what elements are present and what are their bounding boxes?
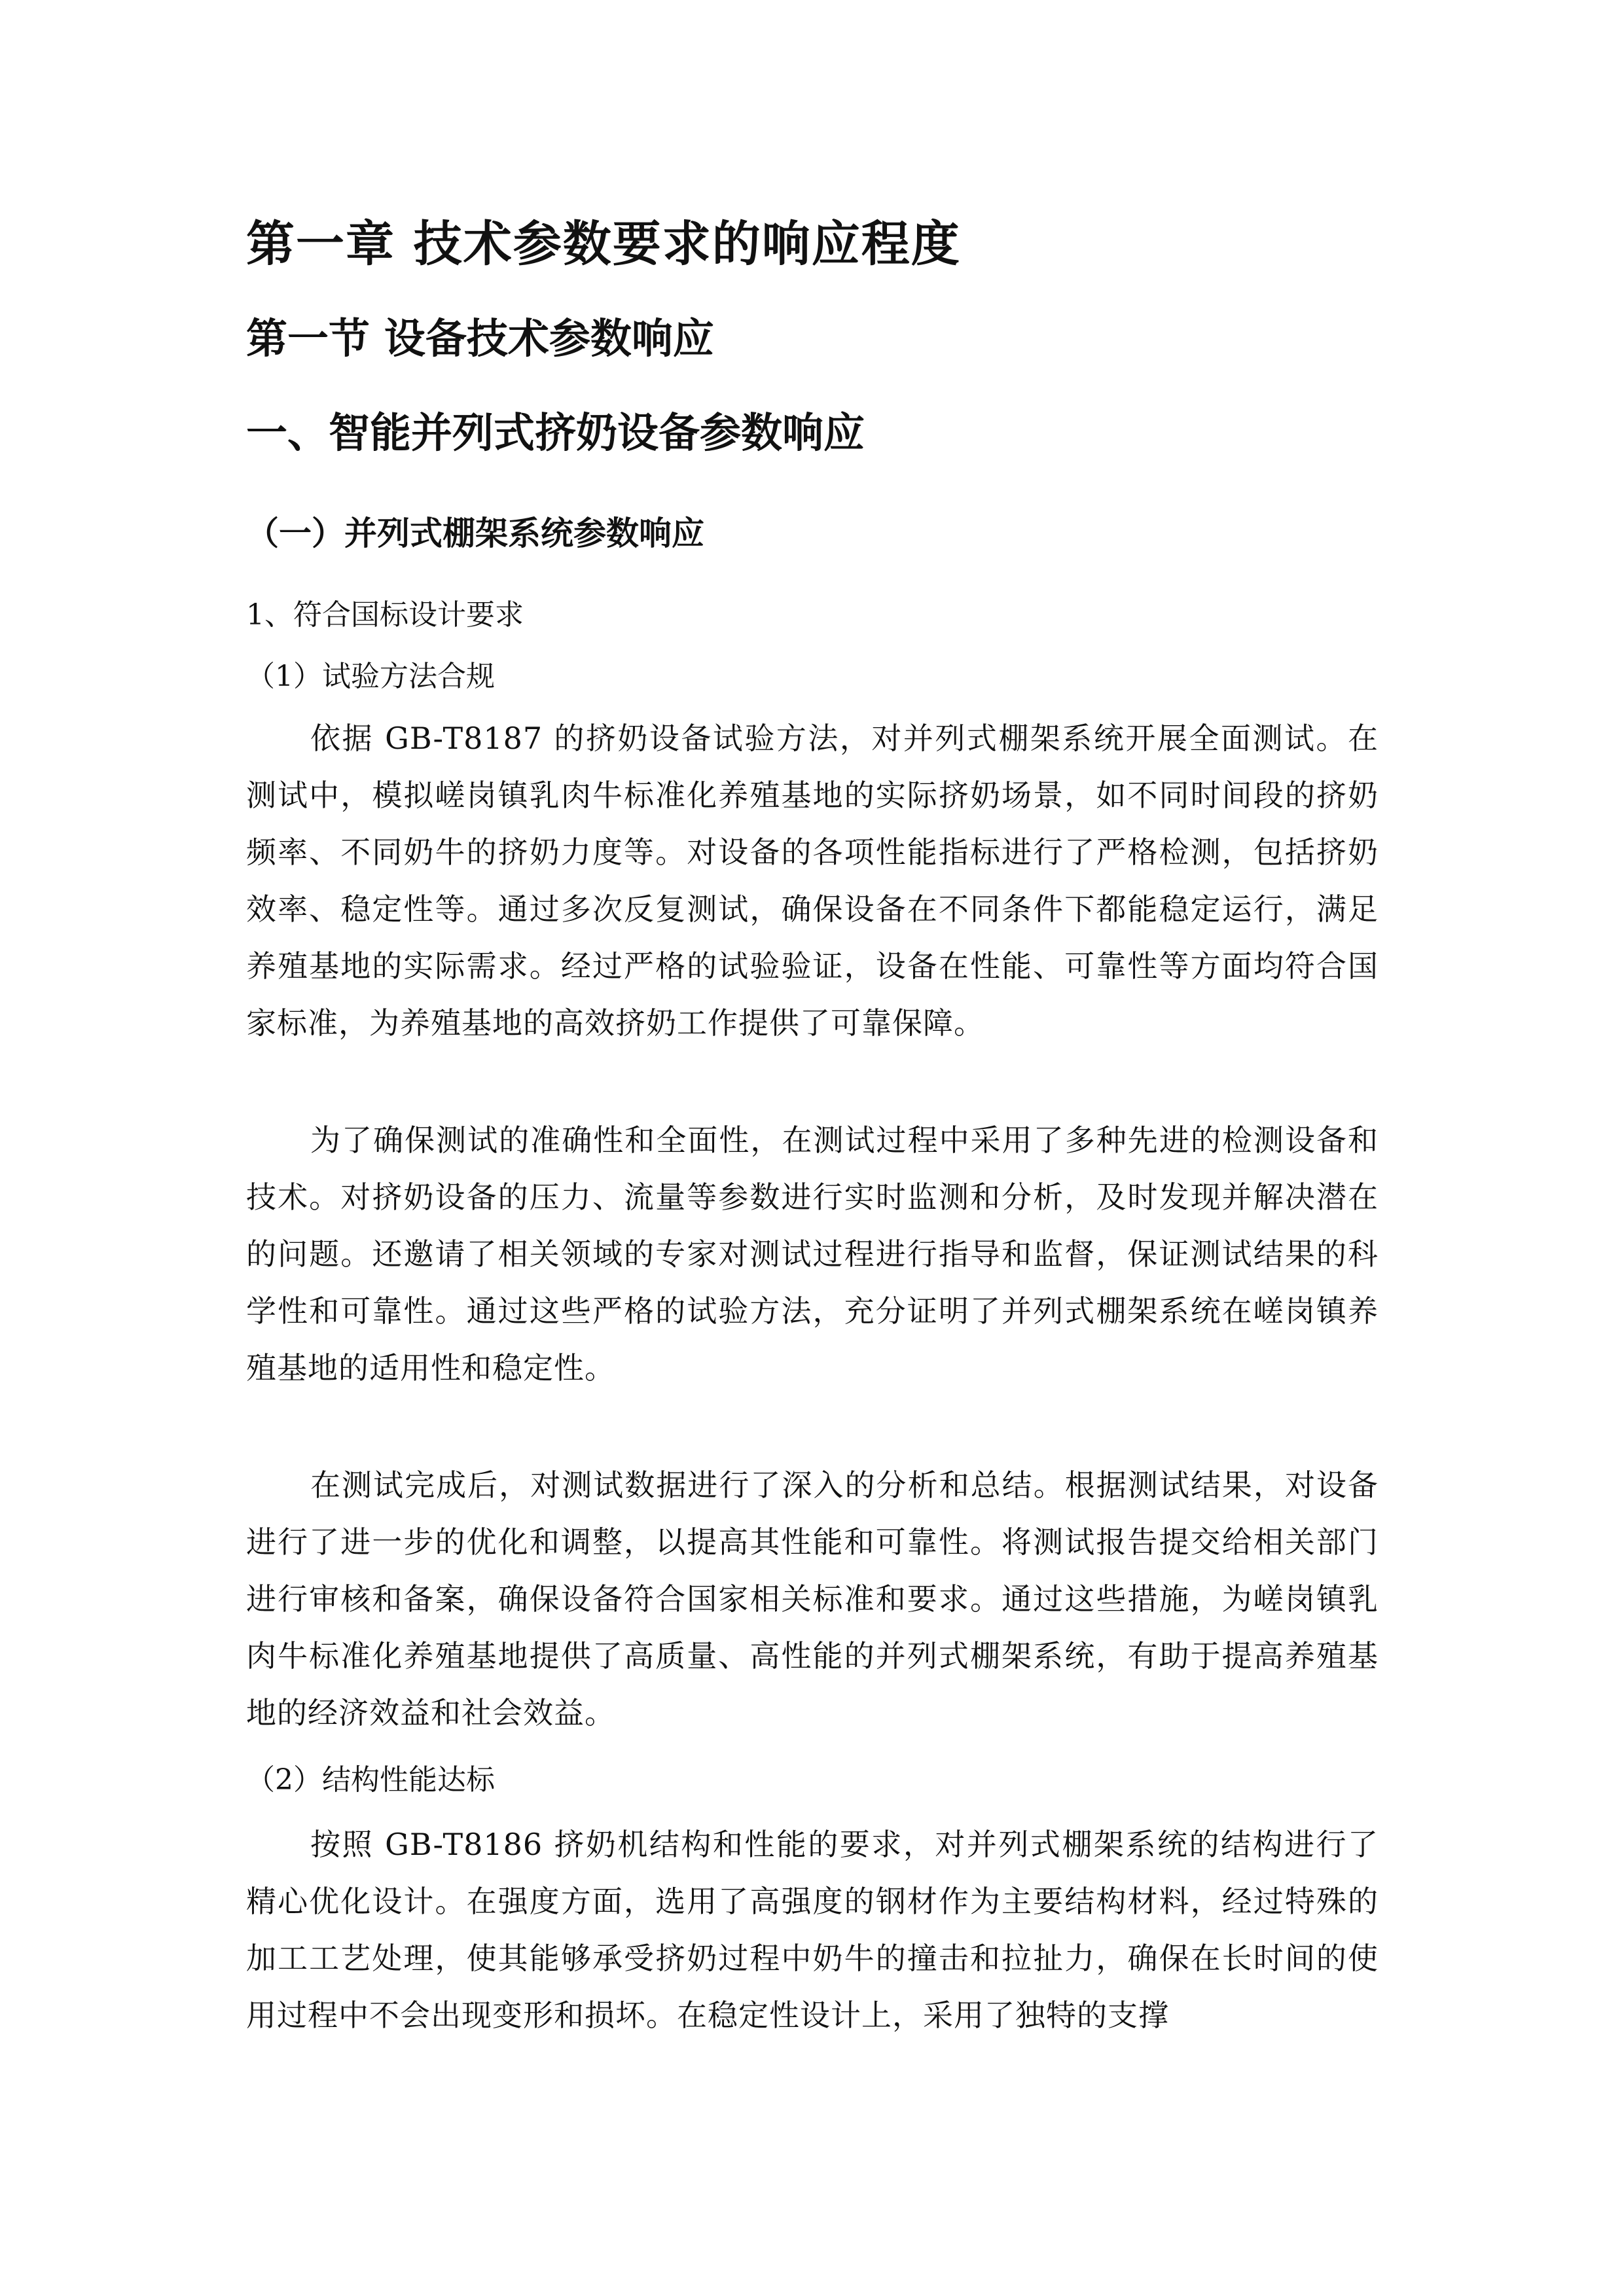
sub-subsection-title: （一）并列式棚架系统参数响应 bbox=[246, 514, 704, 552]
paragraph-4: 按照 GB-T8186 挤奶机结构和性能的要求，对并列式棚架系统的结构进行了精心优化设计。在强度方面，选用了高强度的钢材作为主要结构材料，经过特殊的加工工艺处理，使其能够承受挤奶过程中奶牛的撞击和拉扯力，确保在长时间的使用过程中不会出现变形和损坏。在稳定性设计上，采用了独特的支撑 bbox=[246, 1827, 1379, 2033]
paragraph-3: 在测试完成后，对测试数据进行了深入的分析和总结。根据测试结果，对设备进行了进一步的优化和调整，以提高其性能和可靠性。将测试报告提交给相关部门进行审核和备案，确保设备符合国家相关标准和要求。通过这些措施，为嵯岗镇乳肉牛标准化养殖基地提供了高质量、高性能的并列式棚架系统，有助于提高养殖基地的经济效益和社会效益。 bbox=[246, 1467, 1379, 1731]
paragraph-2: 为了确保测试的准确性和全面性，在测试过程中采用了多种先进的检测设备和技术。对挤奶设备的压力、流量等参数进行实时监测和分析，及时发现并解决潜在的问题。还邀请了相关领域的专家对测试过程进行指导和监督，保证测试结果的科学性和可靠性。通过这些严格的试验方法，充分证明了并列式棚架系统在嵯岗镇养殖基地的适用性和稳定性。 bbox=[246, 1122, 1379, 1386]
item-heading-1: 1、符合国标设计要求 bbox=[246, 598, 524, 632]
item-heading-1-1: （1）试验方法合规 bbox=[246, 660, 495, 693]
paragraph-1: 依据 GB-T8187 的挤奶设备试验方法，对并列式棚架系统开展全面测试。在测试中，模拟嵯岗镇乳肉牛标准化养殖基地的实际挤奶场景，如不同时间段的挤奶频率、不同奶牛的挤奶力度等。对设备的各项性能指标进行了严格检测，包括挤奶效率、稳定性等。通过多次反复测试，确保设备在不同条件下都能稳定运行，满足养殖基地的实际需求。经过严格的试验验证，设备在性能、可靠性等方面均符合国家标准，为养殖基地的高效挤奶工作提供了可靠保障。 bbox=[246, 721, 1379, 1041]
section-title: 第一节 设备技术参数响应 bbox=[246, 315, 714, 363]
subsection-title: 一、智能并列式挤奶设备参数响应 bbox=[246, 409, 865, 457]
item-heading-1-2: （2）结构性能达标 bbox=[246, 1763, 495, 1797]
chapter-title: 第一章 技术参数要求的响应程度 bbox=[246, 216, 961, 272]
